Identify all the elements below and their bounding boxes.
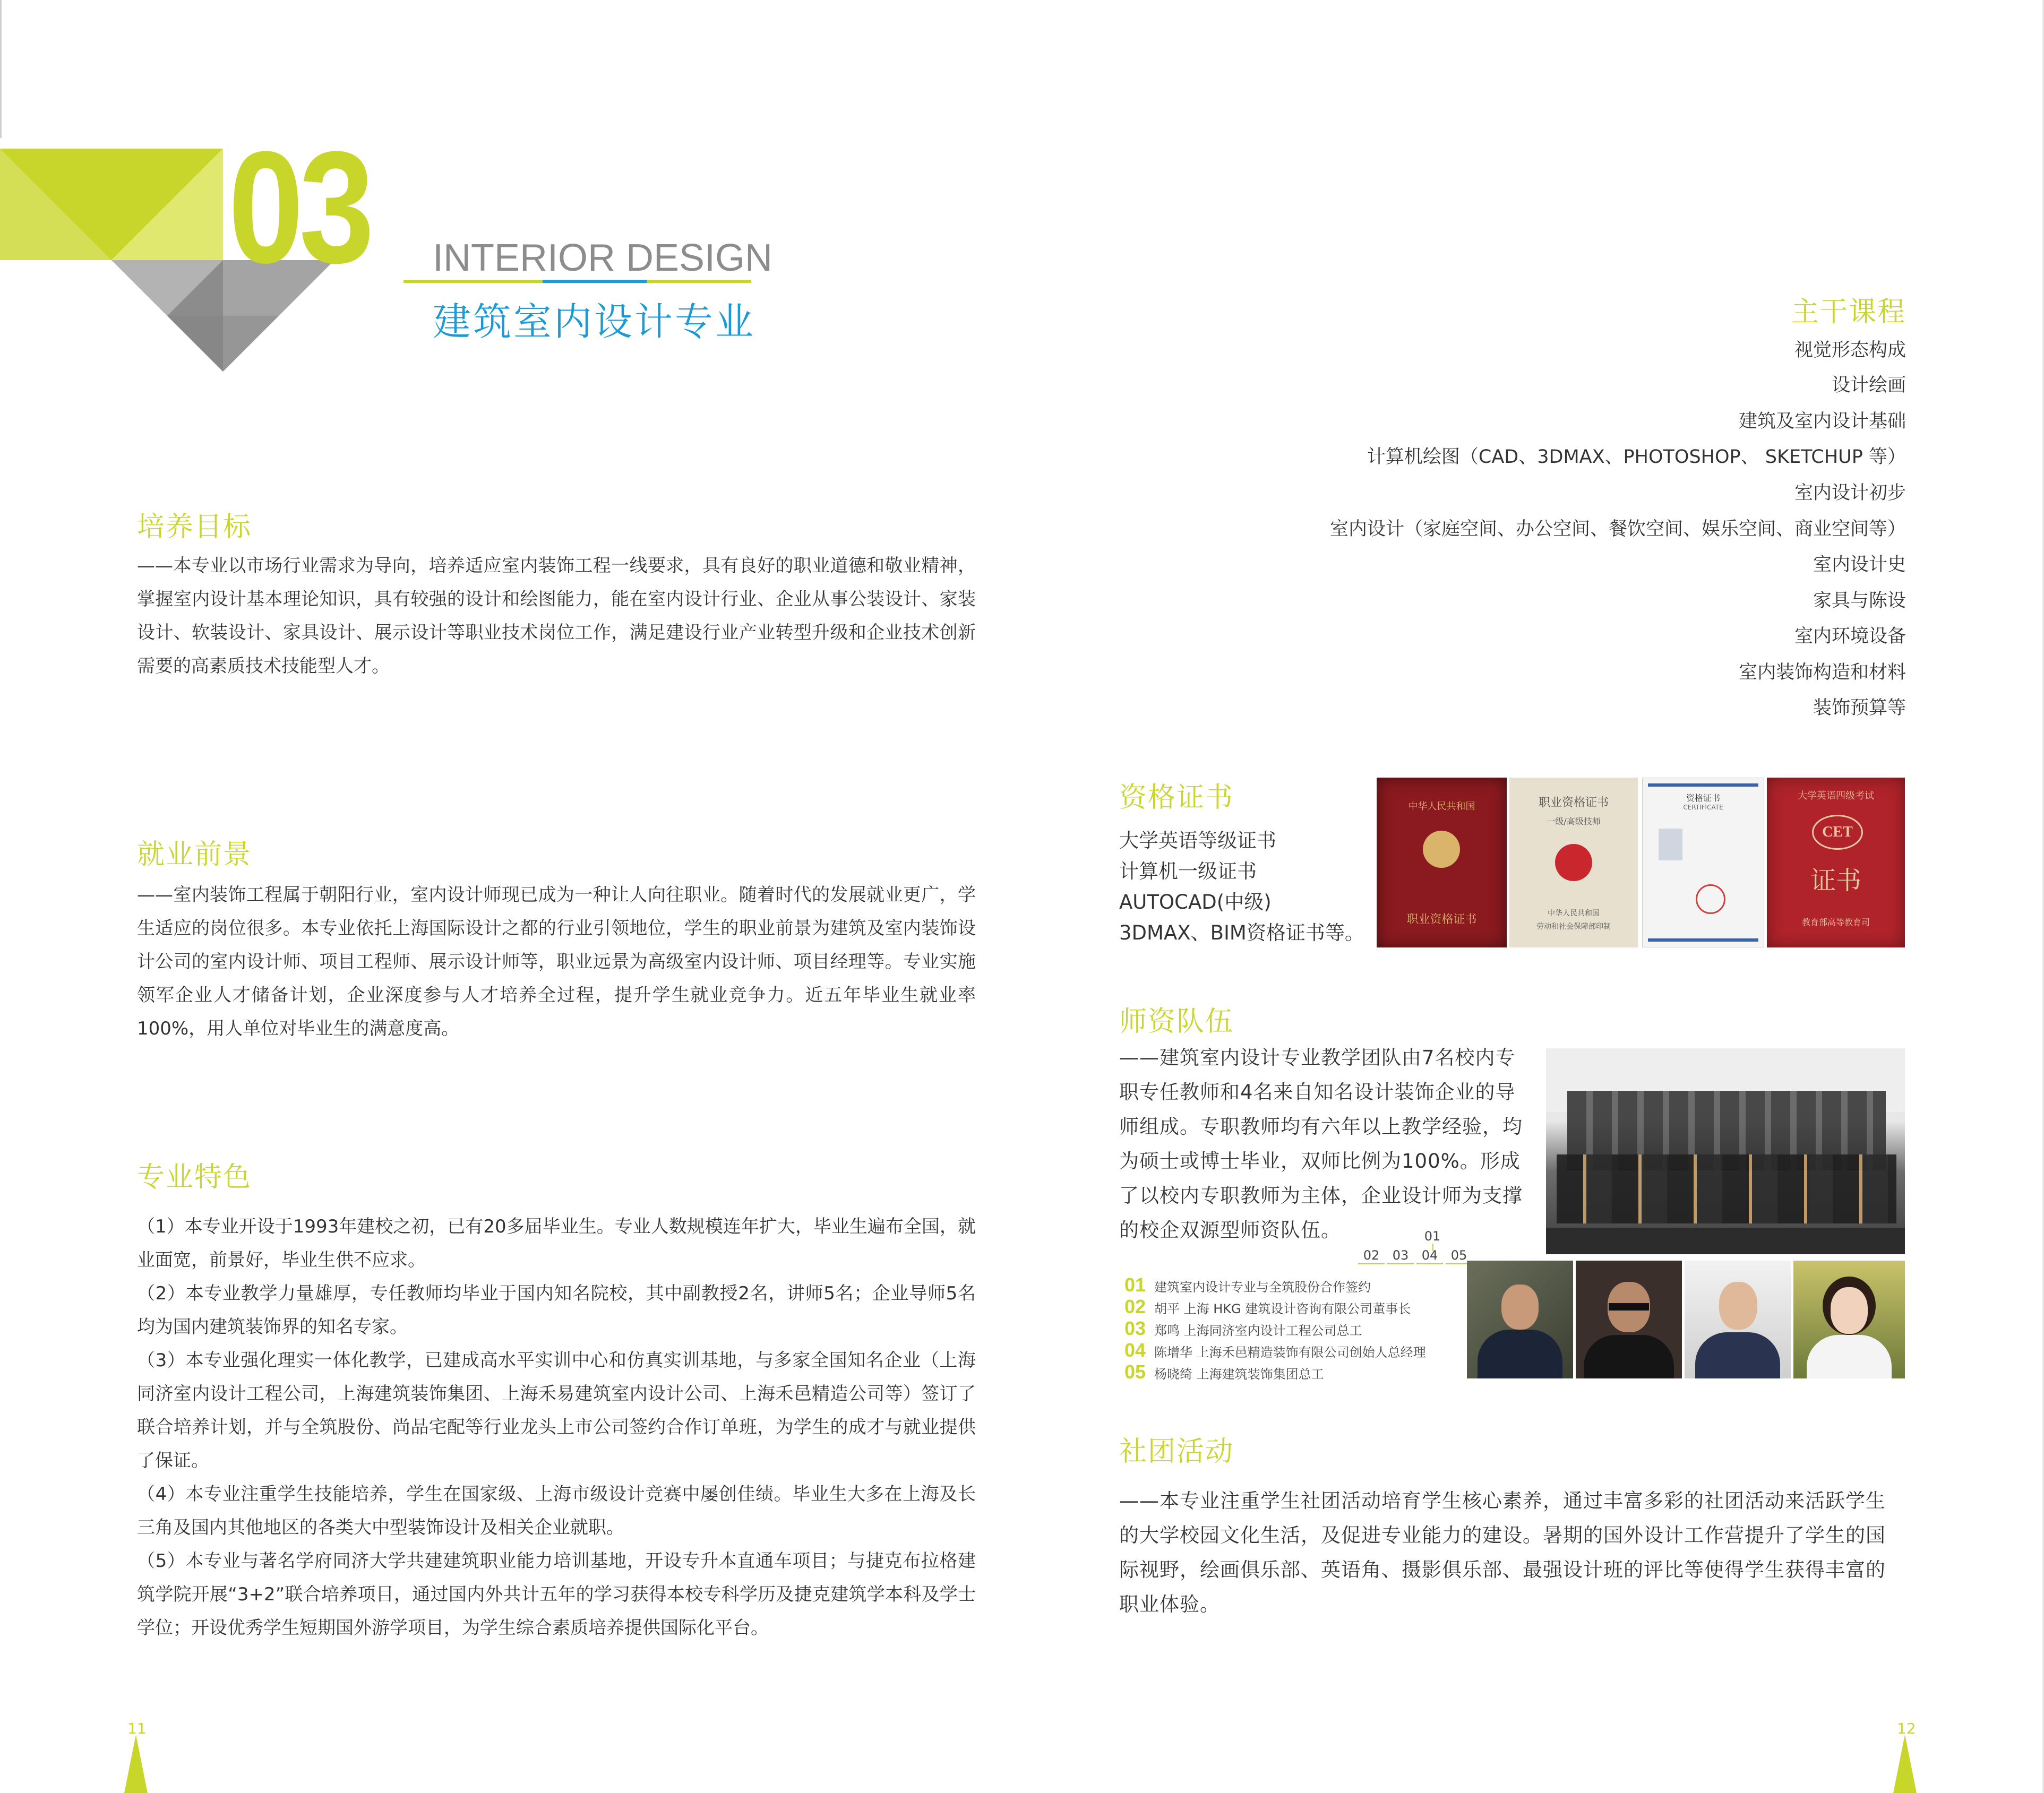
certificate-image-beige: 职业资格证书 一级/高级技师 中华人民共和国 劳动和社会保障部印制 [1509, 778, 1638, 947]
emblem-icon [1423, 831, 1460, 868]
tab-02: 02 [1358, 1248, 1385, 1264]
course-item: 室内装饰构造和材料 [1738, 662, 1906, 683]
certificate-item: 计算机一级证书 [1119, 860, 1257, 883]
feature-item: （2）本专业教学力量雄厚，专任教师均毕业于国内知名院校，其中副教授2名，讲师5名；企业导师5名均为国内建筑装饰界的知名专家。 [137, 1283, 976, 1338]
course-item: 室内环境设备 [1794, 626, 1906, 647]
clubs-text: ——本专业注重学生社团活动培育学生核心素养，通过丰富多彩的社团活动来活跃学生的大学校园文化生活，及促进专业能力的建设。暑期的国外设计工作营提升了学生的国际视野，绘画俱乐部、英语角、摄影俱乐部、最强设计班的评比等使得学生获得丰富的职业体验。 [1119, 1489, 1886, 1616]
goal-title: 培养目标 [137, 511, 252, 543]
page-number-left: 11 [127, 1720, 147, 1737]
mentor-item: 02 胡平 上海 HKG 建筑设计咨询有限公司董事长 [1124, 1296, 1411, 1317]
tab-04: 04 [1416, 1248, 1443, 1264]
certificate-image-red: 中华人民共和国 职业资格证书 [1377, 778, 1507, 947]
team-group-photo [1546, 1048, 1905, 1254]
course-item: 家具与陈设 [1813, 590, 1906, 611]
mentor-item: 05 杨晓绮 上海建筑装饰集团总工 [1124, 1361, 1324, 1383]
photo-placeholder-icon [1659, 829, 1682, 860]
career-text: ——室内装饰工程属于朝阳行业，室内设计师现已成为一种让人向往职业。随着时代的发展就业更广，学生适应的岗位很多。本专业依托上海国际设计之都的行业引领地位，学生的职业前景为建筑及室内装饰设计公司的室内设计师、项目工程师、展示设计师等，职业远景为高级室内设计师、项目经理等。专业实施领军企业人才储备计划，企业深度参与人才培养全过程，提升学生就业竞争力。近五年毕业生就业率100%，用人单位对毕业生的满意度高。 [137, 884, 976, 1039]
certificate-image-cet: 大学英语四级考试 CET 证书 教育部高等教育司 [1767, 778, 1905, 947]
subtitle-underline [403, 280, 751, 283]
bottom-triangle-left [124, 1735, 148, 1793]
mentor-portrait-05 [1793, 1261, 1905, 1378]
page-title: 建筑室内设计专业 [433, 299, 756, 344]
course-item: 建筑及室内设计基础 [1738, 411, 1906, 432]
emblem-icon [1555, 844, 1592, 881]
cet-logo: CET [1812, 815, 1863, 850]
clubs-title: 社团活动 [1119, 1436, 1234, 1468]
mentor-list [1124, 1274, 1426, 1383]
career-title: 就业前景 [137, 839, 252, 870]
course-item: 计算机绘图（CAD、3DMAX、PHOTOSHOP、 SKETCHUP 等） [1367, 446, 1906, 468]
course-item: 装饰预算等 [1813, 697, 1906, 719]
certificate-item: AUTOCAD(中级) [1119, 891, 1272, 913]
course-item: 设计绘画 [1831, 375, 1906, 396]
features-title: 专业特色 [137, 1161, 252, 1193]
mentor-tabs [1358, 1229, 1467, 1266]
tab-01: 01 [1424, 1229, 1441, 1244]
feature-item: （3）本专业强化理实一体化教学，已建成高水平实训中心和仿真实训基地，与多家全国知名企业（上海同济室内设计工程公司，上海建筑装饰集团、上海禾易建筑室内设计公司、上海禾邑精造公司等）签订了联合培养计划，并与全筑股份、尚品宅配等行业龙头上市公司签约合作订单班，为学生的成才与就业提供了保证。 [137, 1350, 976, 1471]
page-number-right: 12 [1897, 1720, 1916, 1737]
tab-03: 03 [1387, 1248, 1414, 1264]
mentor-portrait-03 [1576, 1261, 1682, 1378]
feature-item: （4）本专业注重学生技能培养，学生在国家级、上海市级设计竞赛中屡创佳绩。毕业生大多在上海及长三角及国内其他地区的各类大中型装饰设计及相关企业就职。 [137, 1484, 976, 1538]
left-margin-line [0, 0, 2, 138]
certificate-image-white: 资格证书 CERTIFICATE [1642, 778, 1764, 947]
mentor-item: 01 建筑室内设计专业与全筑股份合作签约 [1124, 1274, 1371, 1296]
mentor-item: 03 郑鸣 上海同济室内设计工程公司总工 [1124, 1317, 1362, 1339]
certificate-item: 大学英语等级证书 [1119, 829, 1276, 852]
features-list [137, 1210, 976, 1645]
mentor-portrait-04 [1685, 1261, 1791, 1378]
mentor-item: 04 陈增华 上海禾邑精造装饰有限公司创始人总经理 [1124, 1339, 1426, 1361]
bottom-triangle-right [1893, 1735, 1917, 1793]
tab-05: 05 [1446, 1248, 1472, 1264]
feature-item: （1）本专业开设于1993年建校之初，已有20多届毕业生。专业人数规模连年扩大，毕业生遍布全国，就业面宽，前景好，毕业生供不应求。 [137, 1216, 976, 1271]
feature-item: （5）本专业与著名学府同济大学共建建筑职业能力培训基地，开设专升本直通车项目；与捷克布拉格建筑学院开展“3+2”联合培养项目，通过国内外共计五年的学习获得本校专科学历及捷克建筑学本科及学士学位；开设优秀学生短期国外游学项目，为学生综合素质培养提供国际化平台。 [137, 1550, 976, 1639]
faculty-title: 师资队伍 [1119, 1006, 1234, 1038]
certificates-title: 资格证书 [1119, 782, 1234, 814]
certificate-item: 3DMAX、BIM资格证书等。 [1119, 921, 1364, 944]
courses-title: 主干课程 [1791, 296, 1906, 328]
mentor-portrait-02 [1467, 1261, 1573, 1378]
section-number: 03 [228, 118, 370, 296]
course-item: 室内设计（家庭空间、办公空间、餐饮空间、娱乐空间、商业空间等） [1329, 519, 1906, 540]
faculty-text: ——建筑室内设计专业教学团队由7名校内专职专任教师和4名来自知名设计装饰企业的导师组成。专职教师均有六年以上教学经验，均为硕士或博士毕业，双师比例为100%。形成了以校内专职教师为主体，企业设计师为支撑的校企双源型师资队伍。 [1119, 1046, 1523, 1242]
course-item: 室内设计史 [1813, 554, 1906, 575]
subtitle-english: INTERIOR DESIGN [433, 237, 773, 279]
certificates-list [1119, 825, 1364, 949]
course-item: 视觉形态构成 [1794, 340, 1906, 361]
course-item: 室内设计初步 [1794, 482, 1906, 504]
seal-icon [1696, 884, 1725, 914]
goal-text: ——本专业以市场行业需求为导向，培养适应室内装饰工程一线要求，具有良好的职业道德和敬业精神，掌握室内设计基本理论知识，具有较强的设计和绘图能力，能在室内设计行业、企业从事公装设计、家装设计、软装设计、家具设计、展示设计等职业技术岗位工作，满足建设行业产业转型升级和企业技术创新需要的高素质技术技能型人才。 [137, 555, 976, 677]
